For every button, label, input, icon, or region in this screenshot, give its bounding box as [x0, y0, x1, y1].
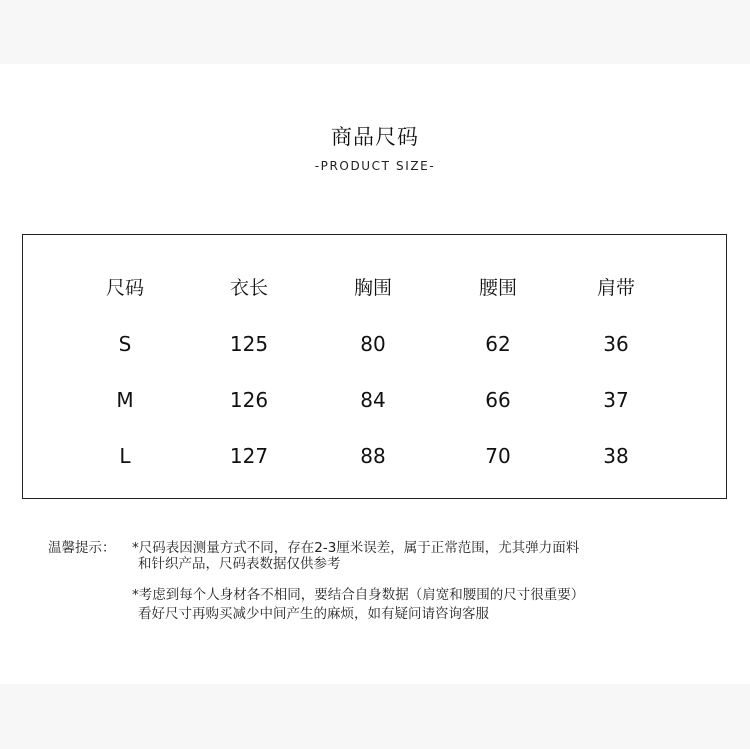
table-row	[23, 329, 726, 359]
bottom-band	[0, 684, 750, 749]
header-waist: 腰围	[478, 277, 517, 299]
page-subtitle: -PRODUCT SIZE-	[314, 159, 436, 173]
header-size: 尺码	[105, 277, 144, 299]
table-header-row	[23, 273, 726, 303]
cell-length: 125	[229, 332, 269, 356]
cell-bust: 84	[360, 388, 386, 412]
cell-strap: 37	[603, 388, 629, 412]
cell-bust: 88	[360, 444, 386, 468]
cell-size: M	[116, 388, 134, 412]
cell-bust: 80	[360, 332, 386, 356]
cell-waist: 70	[485, 444, 511, 468]
cell-strap: 36	[603, 332, 629, 356]
cell-strap: 38	[603, 444, 629, 468]
cell-waist: 62	[485, 332, 511, 356]
page-title: 商品尺码	[331, 125, 419, 149]
note-1-line-2: 和针织产品，尺码表数据仅供参考	[138, 556, 341, 572]
header-bust: 胸围	[353, 277, 392, 299]
cell-waist: 66	[485, 388, 511, 412]
size-chart-panel	[0, 64, 750, 684]
note-1-line-1: *尺码表因测量方式不同，存在2-3厘米误差，属于正常范围，尤其弹力面料	[132, 540, 580, 556]
note-2-line-2: 看好尺寸再购买减少中间产生的麻烦，如有疑问请咨询客服	[138, 606, 489, 622]
cell-size: L	[119, 444, 131, 468]
top-band	[0, 0, 750, 64]
table-row	[23, 385, 726, 415]
note-2-line-1: *考虑到每个人身材各不相同，要结合自身数据（肩宽和腰围的尺寸很重要）	[132, 587, 585, 603]
header-length: 衣长	[229, 277, 268, 299]
cell-size: S	[118, 332, 132, 356]
notes-label: 温馨提示：	[48, 540, 116, 556]
size-table	[22, 234, 727, 499]
cell-length: 126	[229, 388, 269, 412]
cell-length: 127	[229, 444, 269, 468]
header-strap: 肩带	[596, 277, 635, 299]
table-row	[23, 441, 726, 471]
